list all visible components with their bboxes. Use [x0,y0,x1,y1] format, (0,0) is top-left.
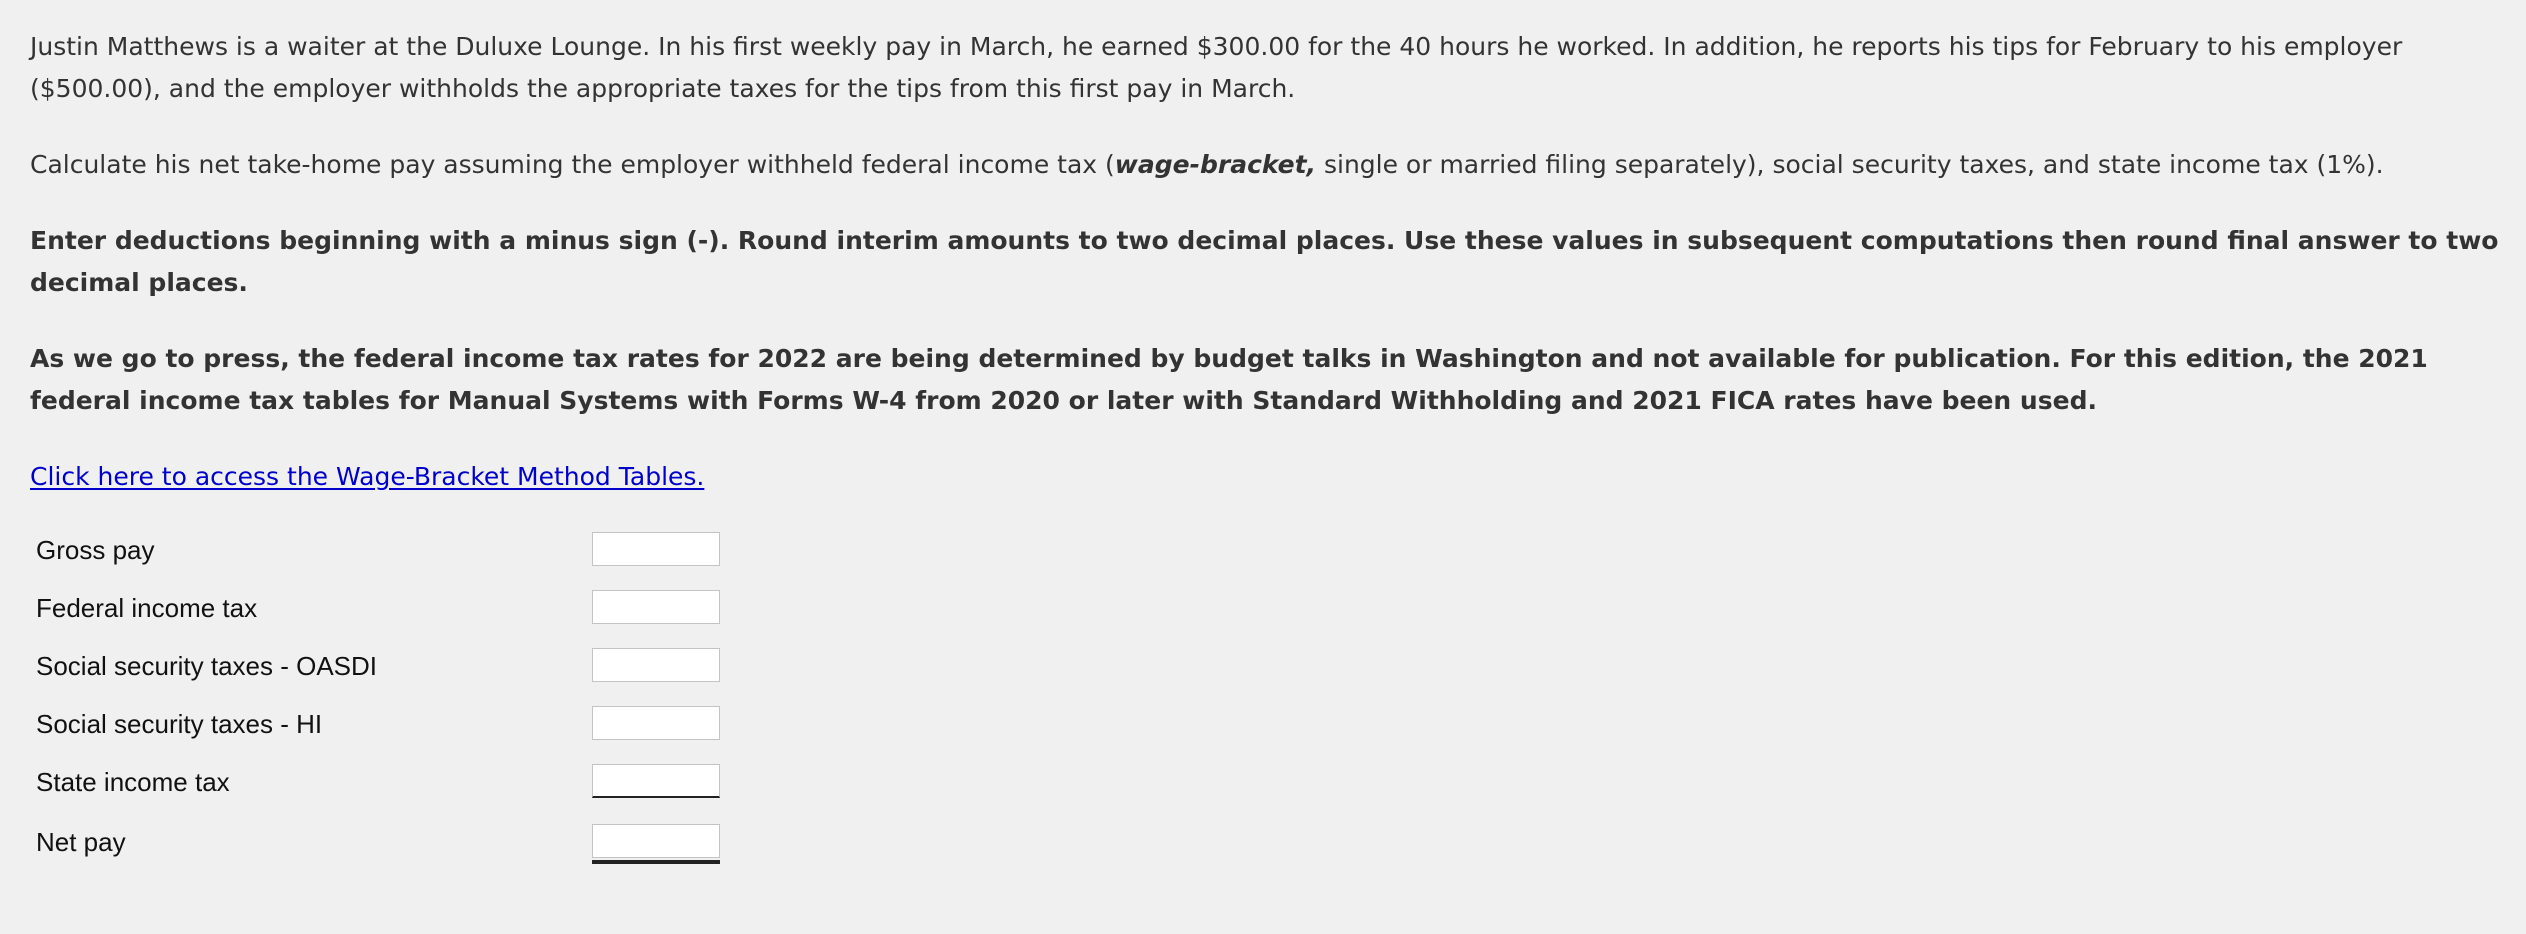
task-description [30,144,2500,186]
state-income-tax-input[interactable] [592,764,720,798]
gross-pay-input[interactable] [592,532,720,566]
problem-statement: Justin Matthews is a waiter at the Duluxe Lounge. In his first weekly pay in March, he earned $300.00 for the 40 hours he worked. In addition, he reports his tips for February to his employer ($500.00), and the employer withholds the appropriate taxes for the tips from this first pay in March. [30,32,2403,103]
federal-income-tax-input[interactable] [592,590,720,624]
gross-pay-label: Gross pay [36,535,155,565]
hi-input[interactable] [592,706,720,740]
gross-pay-row [36,530,756,570]
net-pay-row [36,822,756,862]
hi-row [36,704,756,744]
federal-income-tax-row [36,588,756,628]
state-income-tax-row [36,762,756,802]
rounding-instructions: Enter deductions beginning with a minus sign (-). Round interim amounts to two decimal places. Use these values in subsequent computations then round final answer to two decimal places. [30,226,2499,297]
oasdi-row [36,646,756,686]
hi-label: Social security taxes - HI [36,709,323,739]
task-text-start: Calculate his net take-home pay assuming the employer withheld federal income tax ( [30,150,1115,179]
wage-bracket-tables-link[interactable]: Click here to access the Wage-Bracket Method Tables. [30,462,705,491]
question-content [30,26,2500,498]
task-text-end: single or married filing separately), social security taxes, and state income tax (1%). [1316,150,2384,179]
tables-link-paragraph [30,456,2500,498]
net-pay-label: Net pay [36,827,126,857]
net-pay-double-underline [592,860,720,864]
task-emphasis: wage-bracket, [1114,150,1317,179]
oasdi-label: Social security taxes - OASDI [36,651,377,681]
net-pay-input[interactable] [592,824,720,858]
state-income-tax-label: State income tax [36,767,230,797]
federal-income-tax-label: Federal income tax [36,593,258,623]
tax-rate-note: As we go to press, the federal income tax rates for 2022 are being determined by budget talks in Washington and not available for publication. For this edition, the 2021 federal income tax tables for Manual Systems with Forms W-4 from 2020 or later with Standard Withholding and 2021 FICA rates have been used. [30,344,2428,415]
oasdi-input[interactable] [592,648,720,682]
